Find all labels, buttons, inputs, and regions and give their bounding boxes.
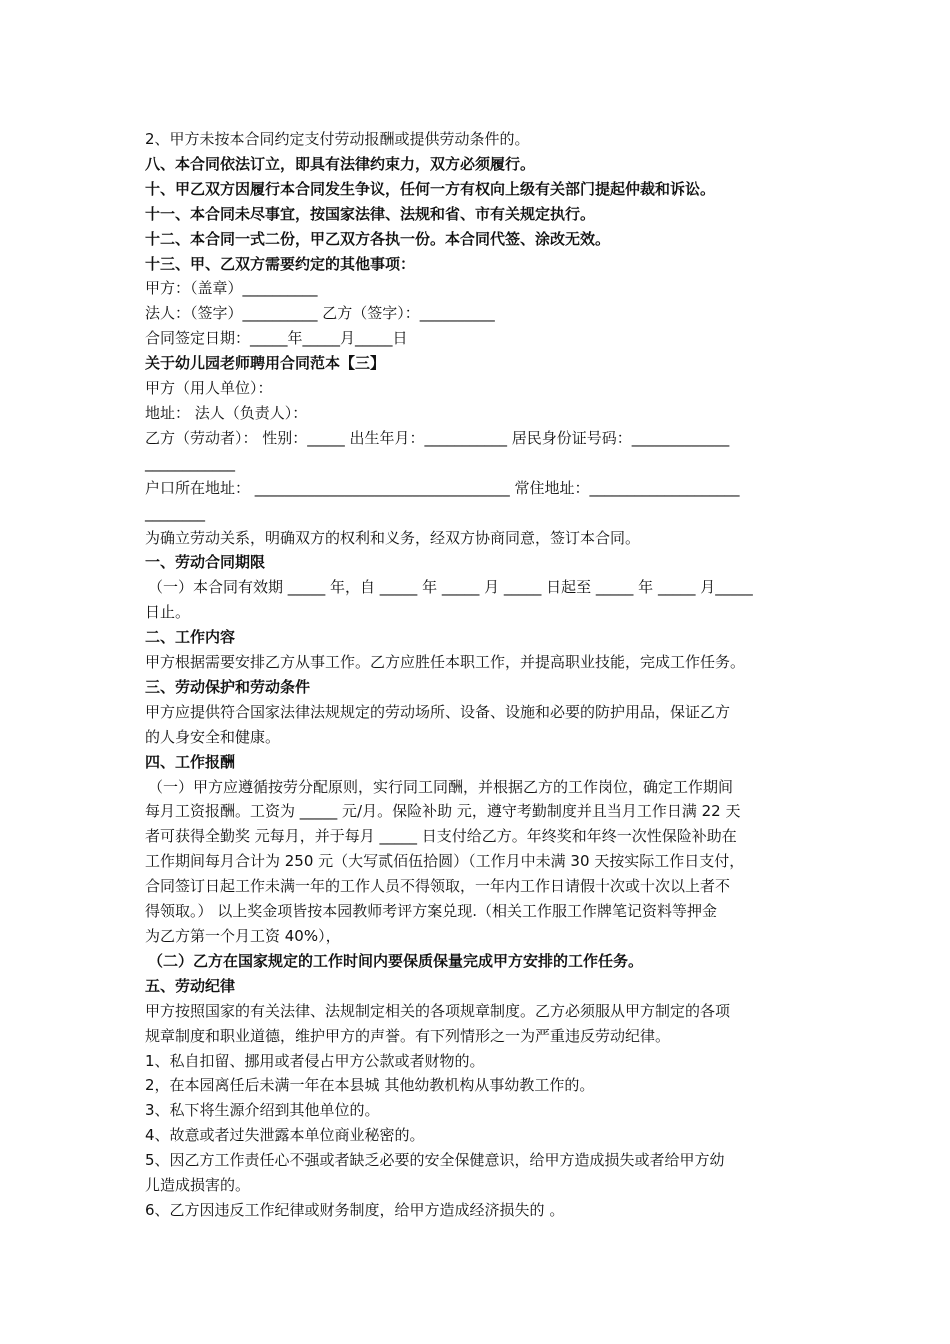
text-line: （一）本合同有效期 _____ 年，自 _____ 年 _____ 月 _____ 日起至 _____ 年 _____ 月_____ bbox=[148, 578, 753, 597]
text-line: 2、甲方未按本合同约定支付劳动报酬或提供劳动条件的。 bbox=[145, 130, 530, 148]
text-line: 甲方根据需要安排乙方从事工作。乙方应胜任本职工作，并提高职业技能，完成工作任务。 bbox=[145, 653, 746, 672]
text-line: 甲方应提供符合国家法律法规规定的劳动场所、设备、设施和必要的防护用品，保证乙方 bbox=[145, 702, 731, 721]
residence-field-continuation: ________ bbox=[145, 503, 205, 522]
document-body bbox=[145, 127, 813, 1223]
intro-paragraph: 为确立劳动关系，明确双方的权利和义务，经双方协商同意，签订本合同。 bbox=[145, 528, 641, 547]
text-line: 每月工资报酬。工资为 _____ 元/月。保险补助 元，遵守考勤制度并且当月工作日满 22 天 bbox=[145, 802, 741, 821]
list-item: 5、因乙方工作责任心不强或者缺乏必要的安全保健意识，给甲方造成损失或者给甲方幼 bbox=[145, 1151, 725, 1170]
clause-heading: 四、工作报酬 bbox=[145, 752, 236, 771]
clause-heading: 一、劳动合同期限 bbox=[145, 553, 266, 572]
clause-heading: 二、工作内容 bbox=[145, 628, 236, 647]
signature-line-legal-person: 法人：（签字）__________ 乙方（签字）：__________ bbox=[145, 304, 495, 323]
party-b-field: 乙方（劳动者）： 性别：_____ 出生年月：___________ 居民身份证号码：_____________ bbox=[145, 428, 730, 447]
text-line: 甲方按照国家的有关法律、法规制定相关的各项规章制度。乙方必须服从甲方制定的各项 bbox=[145, 1001, 731, 1020]
signature-line-party-a: 甲方：（盖章）__________ bbox=[145, 279, 318, 298]
contract-date-line: 合同签定日期：_____年_____月_____日 bbox=[145, 329, 408, 348]
list-item: 1、私自扣留、挪用或者侵占甲方公款或者财物的。 bbox=[145, 1051, 485, 1070]
text-line: 者可获得全勤奖 元每月，并于每月 _____ 日支付给乙方。年终奖和年终一次性保险补助在 bbox=[145, 827, 737, 846]
text-line: 得领取。） 以上奖金项皆按本园教师考评方案兑现.（相关工作服工作牌笔记资料等押金 bbox=[145, 902, 718, 921]
list-item-continuation: 儿造成损害的。 bbox=[145, 1176, 251, 1195]
list-item: 3、私下将生源介绍到其他单位的。 bbox=[145, 1101, 380, 1120]
clause-heading: 十二、本合同一式二份，甲乙双方各执一份。本合同代签、涂改无效。 bbox=[145, 229, 611, 248]
text-line: 为乙方第一个月工资 40%）， bbox=[145, 927, 341, 945]
text-line: 的人身安全和健康。 bbox=[145, 727, 281, 746]
party-a-field: 甲方（用人单位）： bbox=[145, 379, 273, 398]
text-line: 工作期间每月合计为 250 元（大写贰佰伍拾圆）（工作月中未满 30 天按实际工作日支付， bbox=[145, 852, 745, 871]
clause-heading: 三、劳动保护和劳动条件 bbox=[145, 677, 311, 696]
clause-heading: 十一、本合同未尽事宜，按国家法律、法规和省、市有关规定执行。 bbox=[145, 204, 596, 223]
clause-heading: 五、劳动纪律 bbox=[145, 976, 236, 995]
residence-field: 户口所在地址： __________________________________ 常住地址：____________________ bbox=[145, 478, 740, 497]
text-line: （一）甲方应遵循按劳分配原则，实行同工同酬，并根据乙方的工作岗位，确定工作期间 bbox=[148, 777, 734, 796]
party-b-field-continuation: ____________ bbox=[145, 453, 235, 472]
list-item: 2，在本园离任后未满一年在本县城 其他幼教机构从事幼教工作的。 bbox=[145, 1076, 595, 1095]
clause-heading: 十、甲乙双方因履行本合同发生争议，任何一方有权向上级有关部门提起仲裁和诉讼。 bbox=[145, 179, 716, 198]
address-field: 地址： 法人（负责人）： bbox=[145, 403, 308, 422]
clause-heading: 十三、甲、乙双方需要约定的其他事项： bbox=[145, 254, 416, 273]
text-line: 合同签订日起工作未满一年的工作人员不得领取，一年内工作日请假十次或十次以上者不 bbox=[145, 877, 731, 896]
text-line: 日止。 bbox=[145, 603, 191, 622]
section-title: 关于幼儿园老师聘用合同范本【三】 bbox=[145, 354, 386, 373]
clause-heading: 八、本合同依法订立，即具有法律约束力，双方必须履行。 bbox=[145, 154, 536, 173]
clause-heading: （二）乙方在国家规定的工作时间内要保质保量完成甲方安排的工作任务。 bbox=[148, 951, 644, 970]
text-line: 规章制度和职业道德，维护甲方的声誉。有下列情形之一为严重违反劳动纪律。 bbox=[145, 1026, 671, 1045]
list-item: 4、故意或者过失泄露本单位商业秘密的。 bbox=[145, 1126, 425, 1145]
list-item: 6、乙方因违反工作纪律或财务制度，给甲方造成经济损失的 。 bbox=[145, 1200, 565, 1219]
